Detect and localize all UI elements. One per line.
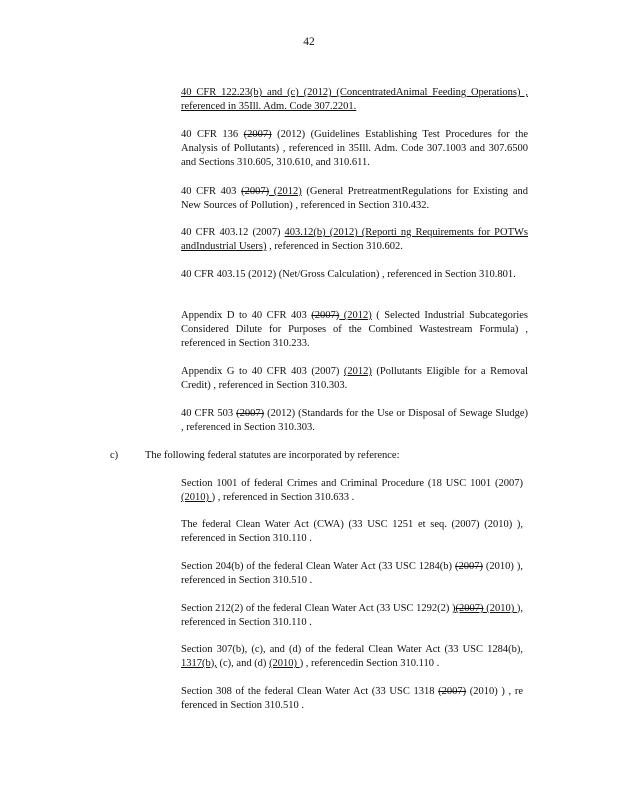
cfr-entry: [181, 86, 528, 114]
text-run: (2012) (Standards for the Use or Disposal of Sewage Sludge) , referenced in Section 310.303.: [181, 408, 528, 433]
text-run: , referenced in Section 310.602.: [266, 241, 403, 252]
text-run: 40 CFR 403: [181, 186, 242, 197]
cfr-entry: [181, 268, 528, 282]
statute-entry: [181, 477, 523, 505]
text-run: 40 CFR 403.15 (2012) (Net/Gross Calculation) , referenced in Section 310.801.: [181, 269, 516, 280]
statute-entry: [181, 685, 523, 713]
text-run: (2010) ), referenced in Section 310.510 .: [181, 561, 523, 586]
statute-entry: [181, 643, 523, 671]
page-number: 42: [303, 36, 315, 48]
underlined-text: , referenced in 35Ill. Adm. Code 307.2201.: [181, 87, 528, 112]
text-run: ( Selected Industrial Subcategories Considered Dilute for Purposes of the Combined Wastestream Formula) , referenced in Section 310.233.: [181, 310, 528, 349]
text-run: ), referenced in Section 310.110 .: [181, 603, 523, 628]
underlined-text: (2010): [181, 492, 212, 503]
underlined-text: (2012): [339, 310, 372, 321]
cfr-entry: [181, 407, 528, 435]
text-run: Section 1001 of federal Crimes and Criminal Procedure (18 USC 1001 (2007): [181, 478, 523, 489]
statute-entry: [181, 518, 523, 546]
text-run: Section 212(2) of the federal Clean Water Act (33 USC 1292(2): [181, 603, 453, 614]
underlined-text: ): [452, 603, 456, 614]
struck-text: (2007): [454, 561, 483, 572]
text-run: The federal Clean Water Act (CWA) (33 USC 1251 et seq. (2007) (2010) ), referenced in Section 310.110 .: [181, 519, 523, 544]
text-run: Appendix D to 40 CFR 403: [181, 310, 312, 321]
cfr-entry: [181, 226, 528, 254]
underlined-text: 1317(b),: [181, 658, 217, 669]
struck-text: (2007): [236, 408, 265, 419]
underlined-text: (2012): [343, 366, 372, 377]
text-run: (c), and (d): [216, 658, 270, 669]
struck-text: (2007): [243, 129, 272, 140]
underlined-text: 403.12(b) (2012) (Reporti ng Requirements for POTWs andIndustrial Users): [181, 227, 528, 252]
subsection-label: c): [110, 450, 119, 461]
subsection-intro: The following federal statutes are incorporated by reference:: [145, 450, 400, 461]
struck-text: (2007): [438, 686, 467, 697]
text-run: 40 CFR 403.12 (2007): [181, 227, 285, 238]
underlined-text: (2010): [269, 658, 300, 669]
text-run: Section 307(b), (c), and (d) of the federal Clean Water Act (33 USC 1284(b),: [181, 644, 523, 655]
text-run: Appendix G to 40 CFR 403 (2007): [181, 366, 344, 377]
cfr-entry: [181, 309, 528, 351]
underlined-struck-text: (2007): [455, 603, 484, 614]
text-run: Section 204(b) of the federal Clean Water Act (33 USC 1284(b): [181, 561, 455, 572]
text-run: 40 CFR 136: [181, 129, 244, 140]
text-run: (Pollutants Eligible for a Removal Credit) , referenced in Section 310.303.: [181, 366, 528, 391]
statute-entry: [181, 560, 523, 588]
text-run: ) , referencedin Section 310.110 .: [299, 658, 440, 669]
text-run: (2010) ) , re ferenced in Section 310.510 .: [181, 686, 523, 711]
underlined-text: (2012): [269, 186, 302, 197]
statute-entry: [181, 602, 523, 630]
text-run: 40 CFR 503: [181, 408, 237, 419]
text-run: (2012) (Guidelines Establishing Test Procedures for the Analysis of Pollutants) , referenced in 35Ill. Adm. Code 307.1003 and 307.6500 and Sections 310.605, 310.610, and 310.611.: [181, 129, 528, 168]
cfr-entry: [181, 185, 528, 213]
text-run: ) , referenced in Section 310.633 .: [211, 492, 355, 503]
underlined-text: (2010): [483, 603, 517, 614]
cfr-entry: [181, 128, 528, 170]
struck-text: (2007): [241, 186, 270, 197]
underlined-text: 40 CFR 122.23(b) and (c) (2012) (ConcentratedAnimal Feeding Operations): [181, 87, 521, 98]
struck-text: (2007): [311, 310, 340, 321]
cfr-entry: [181, 365, 528, 393]
text-run: (General PretreatmentRegulations for Existing and New Sources of Pollution) , referenced in Section 310.432.: [181, 186, 528, 211]
text-run: Section 308 of the federal Clean Water Act (33 USC 1318: [181, 686, 439, 697]
